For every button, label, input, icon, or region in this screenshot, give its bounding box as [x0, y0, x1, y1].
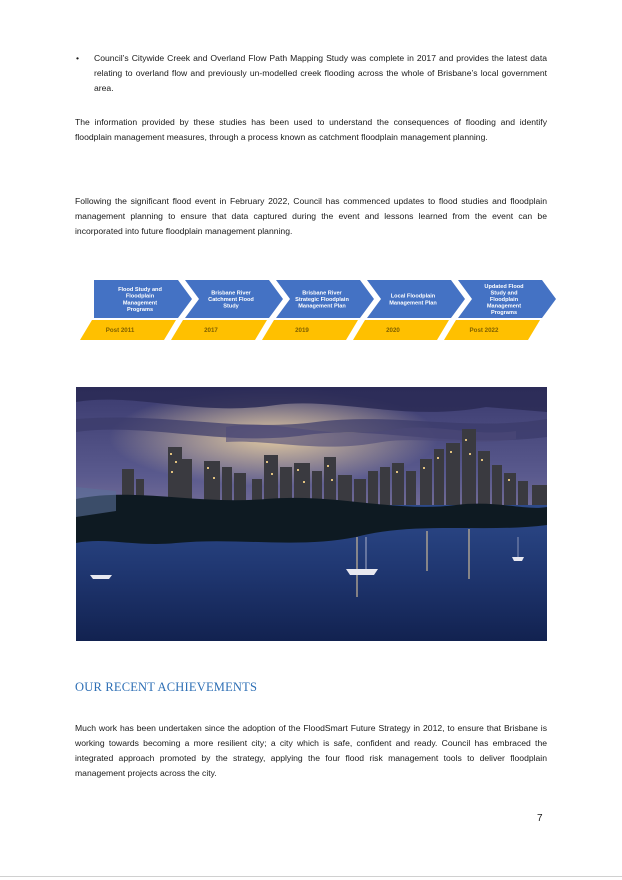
- page-bottom-divider: [0, 876, 622, 877]
- timeline-stage-label: Study and: [490, 290, 518, 297]
- bullet-icon: •: [76, 53, 80, 63]
- timeline-stage-label: Updated Flood: [484, 283, 524, 290]
- timeline-stage-label: Study: [223, 303, 239, 310]
- timeline-stage-label: Management Plan: [389, 300, 437, 307]
- timeline-date-band: [171, 320, 267, 340]
- page-number: 7: [537, 813, 543, 824]
- timeline-date-band: [262, 320, 358, 340]
- timeline-stage-label: Management Plan: [298, 303, 346, 310]
- timeline-stage-label: Brisbane River: [211, 290, 251, 297]
- timeline-stage-label: Programs: [490, 310, 518, 317]
- timeline-diagram: [74, 278, 564, 344]
- bullet-text: Council’s Citywide Creek and Overland Flow Path Mapping Study was complete in 2017 and provides the latest data relating to overland flow and previously un-modelled creek flooding across the whole of Brisbane’s local government area.: [94, 53, 547, 93]
- timeline-stage-label: Local Floodplain: [390, 293, 436, 300]
- paragraph-flood-event: Following the significant flood event in February 2022, Council has commenced updates to flood studies and floodplain management planning to ensure that data captured during the event and lessons learned from the event can be incorporated into future floodplain management planning.: [75, 196, 547, 236]
- timeline-stage-label: Floodplain: [489, 297, 519, 303]
- timeline-date-label: 2020: [386, 327, 400, 335]
- timeline-stage-label: Strategic Floodplain: [295, 297, 349, 303]
- timeline-stage-label: Flood Study and: [118, 287, 162, 294]
- section-heading: OUR RECENT ACHIEVEMENTS: [75, 680, 258, 694]
- timeline-stage-label: Management: [122, 300, 158, 307]
- paragraph-achievements: Much work has been undertaken since the adoption of the FloodSmart Future Strategy in 2012, to ensure that Brisbane is working towards becoming a more resilient city; a city which is safe, confident and ready. Council has embraced the integrated approach promoted by the strategy, applying the four flood risk management tools to deliver floodplain management projects across the city.: [75, 723, 547, 778]
- timeline-stage-label: Brisbane River: [302, 290, 342, 297]
- city-skyline-image: [76, 387, 547, 641]
- timeline-stage-label: Floodplain: [125, 293, 155, 300]
- timeline-stage-label: Programs: [126, 306, 154, 313]
- paragraph-studies: The information provided by these studies has been used to understand the consequences of flooding and identify floodplain management measures, through a process known as catchment floodplain management planning.: [75, 117, 547, 142]
- timeline-stage-label: Management: [486, 303, 522, 310]
- timeline-date-band: [353, 320, 449, 340]
- timeline-date-label: 2019: [295, 327, 309, 335]
- timeline-date-label: Post 2022: [469, 327, 499, 335]
- timeline-stage-label: Catchment Flood: [208, 297, 254, 303]
- timeline-date-label: 2017: [204, 327, 218, 335]
- brisbane-skyline-photo: [76, 387, 547, 641]
- timeline-svg: [74, 278, 564, 344]
- timeline-date-label: Post 2011: [105, 327, 135, 335]
